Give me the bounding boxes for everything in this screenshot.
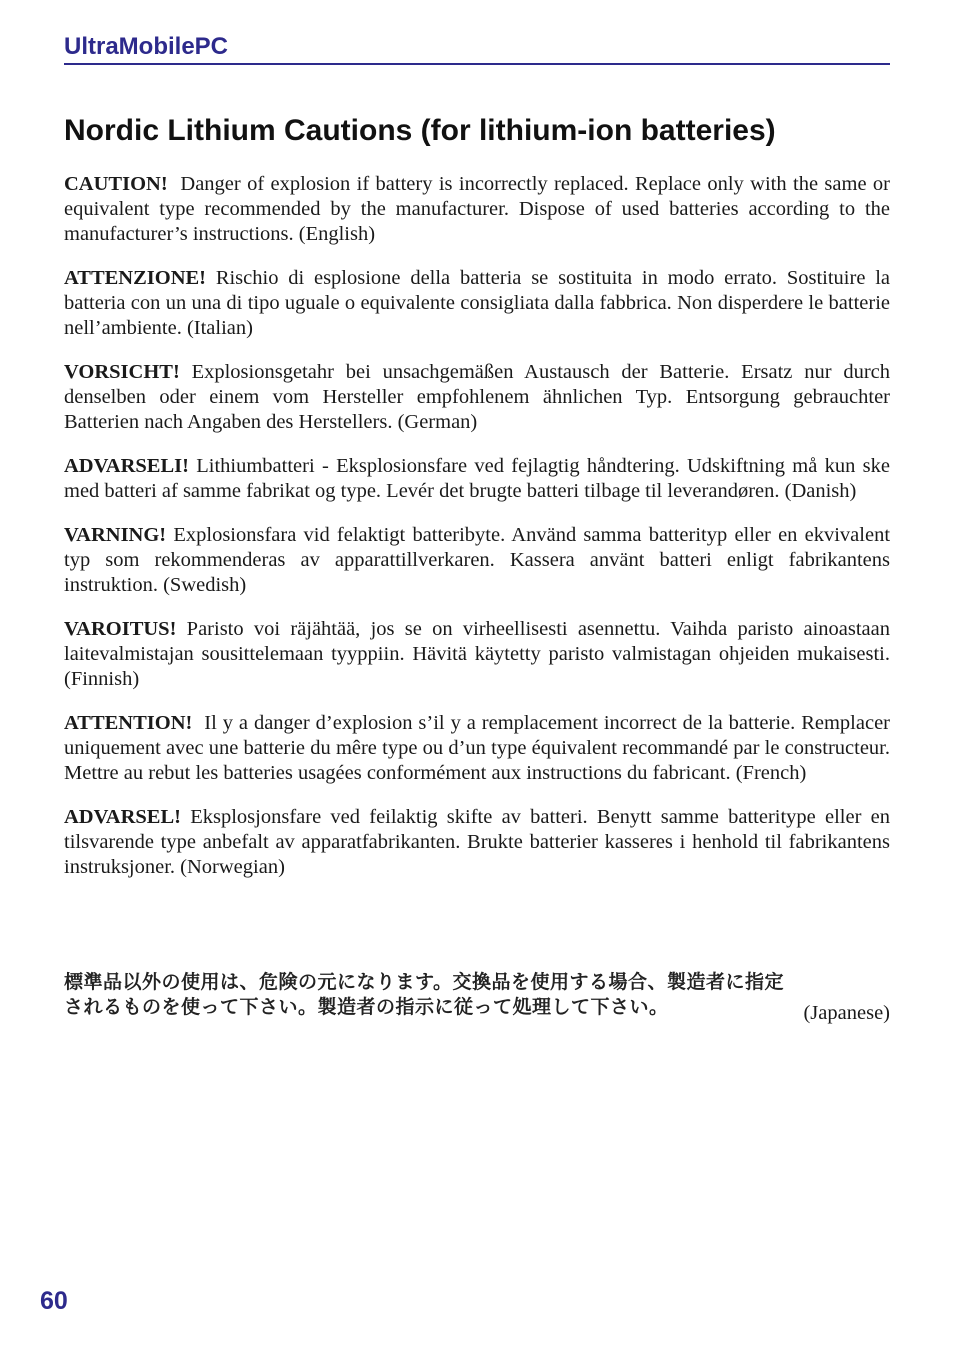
caution-text: Lithiumbatteri - Eksplosionsfare ved fejlagtig håndtering. Udskiftning må kun ske med batteri af samme fabrikat og type. Levér det brugte batteri tilbage til leverandøren. (Danish): [64, 455, 891, 502]
caution-norwegian: [64, 805, 890, 880]
caution-text: Eksplosjonsfare ved feilaktig skifte av batteri. Benytt samme batteritype eller en tilsvarende type anbefalt av apparatfabrikanten. Brukte batterier kasseres i henhold til fabrikantens instruksjoner. (Norwegian): [64, 806, 891, 878]
header-rule: [64, 63, 890, 65]
caution-label: VAROITUS!: [64, 618, 177, 640]
caution-text: Paristo voi räjähtää, jos se on virheellisesti asennettu. Vaihda paristo ainoastaan laitevalmistajan sousittelemaan tyyppiin. Hävitä käytetty paristo valmistagan ohjeiden mukaisesti. (Finnish): [64, 618, 891, 690]
caution-french: [64, 711, 890, 786]
caution-label: VORSICHT!: [64, 361, 180, 383]
caution-label: ADVARSEL!: [64, 806, 181, 828]
japanese-language-label: (Japanese): [803, 1002, 890, 1024]
page-title: Nordic Lithium Cautions (for lithium-ion batteries): [64, 114, 776, 148]
caution-text: Explosionsgetahr bei unsachgemäßen Austausch der Batterie. Ersatz nur durch denselben oder einem vom Hersteller empfohlenem ähnlichen Typ. Entsorgung gebrauchter Batterien nach Angaben des Herstellers. (German): [64, 361, 891, 433]
caution-text: Rischio di esplosione della batteria se sostituita in modo errato. Sostituire la batteria con un una di tipo uguale o equivalente consigliata dalla fabbrica. Non disperdere le batterie nell’ambiente. (Italian): [64, 267, 891, 339]
caution-text: Danger of explosion if battery is incorrectly replaced. Replace only with the same or equivalent type recommended by the manufacturer. Dispose of used batteries according to the manufacturer’s instructions. (English): [64, 173, 890, 245]
caution-text: Explosionsfara vid felaktigt batteribyte. Använd samma batterityp eller en ekvivalent typ som rekommenderas av apparattillverkaren. Kassera använt batteri enligt fabrikantens instruktion. (Swedish): [64, 524, 891, 596]
running-header: UltraMobilePC: [64, 33, 229, 60]
caution-text: Il y a danger d’explosion s’il y a remplacement incorrect de la batterie. Remplacer uniquement avec une batterie du mêre type ou d’un type équivalent recommandé par le constructeur. Mettre au rebut les batteries usagées conformément aux instructions du fabricant. (French): [64, 712, 891, 784]
caution-english: [64, 172, 890, 247]
caution-finnish: [64, 617, 890, 692]
page-number: 60: [40, 1287, 68, 1315]
caution-label: ATTENZIONE!: [64, 267, 207, 289]
caution-japanese: [64, 970, 890, 1030]
caution-german: [64, 360, 890, 435]
caution-label: VARNING!: [64, 524, 167, 546]
japanese-text: 標準品以外の使用は、危険の元になります。交換品を使用する場合、製造者に指定されるものを使って下さい。製造者の指示に従って処理して下さい。: [64, 971, 784, 1018]
caution-danish: [64, 454, 890, 504]
cautions-list: [64, 172, 890, 899]
caution-label: ADVARSELI!: [64, 455, 189, 477]
caution-italian: [64, 266, 890, 341]
caution-swedish: [64, 523, 890, 598]
caution-label: ATTENTION!: [64, 712, 193, 734]
caution-label: CAUTION!: [64, 173, 168, 195]
